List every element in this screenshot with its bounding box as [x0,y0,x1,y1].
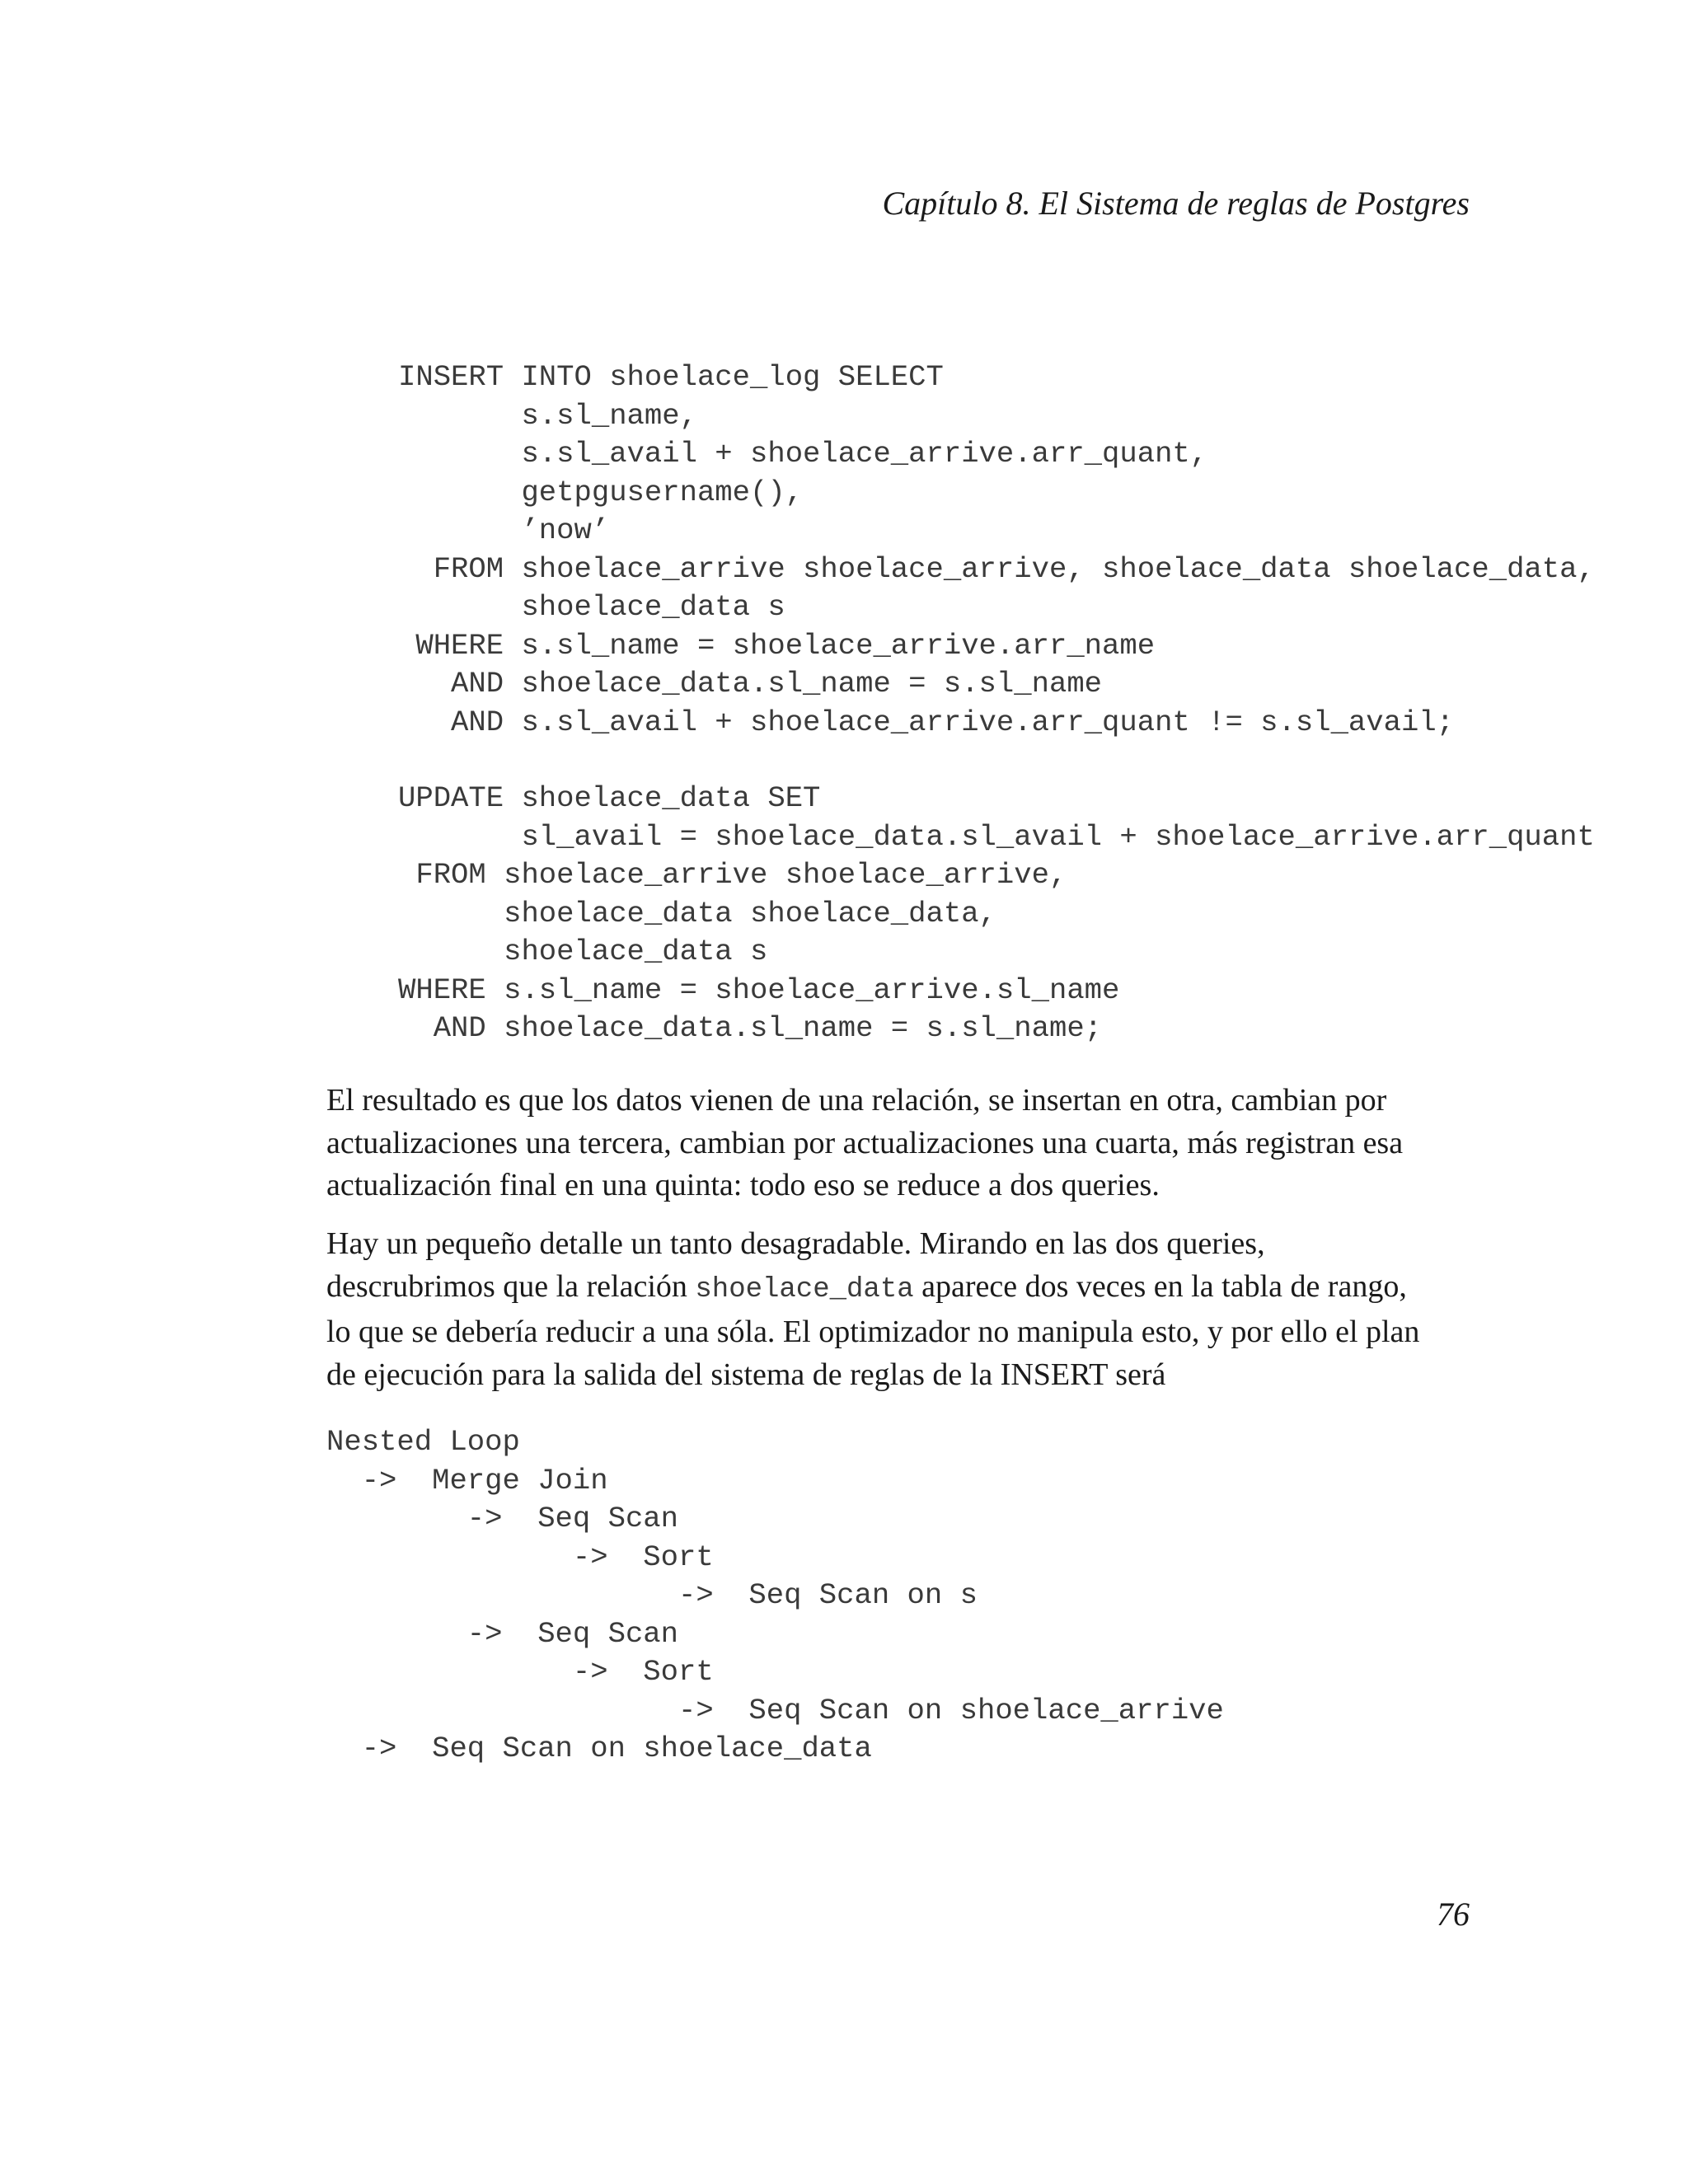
paragraph-text: descrubrimos que la relación [326,1268,696,1304]
code-line: UPDATE shoelace_data SET [398,781,821,815]
paragraph-result [326,1080,1480,1207]
paragraph-line: lo que se debería reducir a una sóla. El optimizador no manipula esto, y por ello el plan [326,1315,1420,1349]
code-line: WHERE s.sl_name = shoelace_arrive.arr_name [398,628,1156,663]
code-line: sl_avail = shoelace_data.sl_avail + shoelace_arrive.arr_quant [398,819,1595,854]
code-line: ’now’ [398,513,610,547]
code-line: -> Seq Scan on shoelace_arrive [326,1693,1224,1727]
code-line: AND shoelace_data.sl_name = s.sl_name [398,667,1103,701]
paragraph-line: El resultado es que los datos vienen de una relación, se insertan en otra, cambian por [326,1083,1387,1118]
code-line: shoelace_data shoelace_data, [398,896,996,930]
code-line: -> Seq Scan on shoelace_data [326,1732,872,1765]
paragraph-line: de ejecución para la salida del sistema de reglas de la INSERT será [326,1357,1166,1392]
code-line: -> Seq Scan [326,1502,679,1535]
paragraph-line: Hay un pequeño detalle un tanto desagradable. Mirando en las dos queries, [326,1226,1265,1261]
paragraph-detail [326,1223,1480,1396]
code-line: FROM shoelace_arrive shoelace_arrive, shoelace_data shoelace_data, [398,551,1595,586]
code-line: shoelace_data s [398,590,785,624]
code-line: s.sl_avail + shoelace_arrive.arr_quant, [398,437,1208,471]
paragraph-text: aparece dos veces en la tabla de rango, [913,1268,1407,1304]
code-block-update [398,780,1595,1048]
code-line: AND shoelace_data.sl_name = s.sl_name; [398,1011,1103,1045]
code-line: -> Sort [326,1540,714,1574]
code-block-plan [326,1423,1224,1769]
code-line: FROM shoelace_arrive shoelace_arrive, [398,858,1067,892]
page-number: 76 [1437,1896,1470,1933]
code-line: AND s.sl_avail + shoelace_arrive.arr_quant != s.sl_avail; [398,705,1455,739]
code-line: -> Merge Join [326,1463,608,1497]
paragraph-line [326,1266,1480,1312]
code-line: -> Seq Scan on s [326,1578,978,1612]
running-header: Capítulo 8. El Sistema de reglas de Postgres [882,185,1470,222]
code-line: s.sl_name, [398,398,697,433]
code-block-insert [398,359,1595,742]
inline-code: shoelace_data [695,1273,914,1305]
code-line: getpgusername(), [398,475,804,509]
code-line: shoelace_data s [398,935,768,968]
code-line: -> Seq Scan [326,1616,679,1651]
code-line: -> Sort [326,1655,714,1689]
code-line: Nested Loop [326,1425,520,1459]
paragraph-line: actualización final en una quinta: todo eso se reduce a dos queries. [326,1168,1160,1202]
code-line: WHERE s.sl_name = shoelace_arrive.sl_name [398,972,1120,1007]
code-line: INSERT INTO shoelace_log SELECT [398,360,944,394]
paragraph-line: actualizaciones una tercera, cambian por actualizaciones una cuarta, más registran esa [326,1125,1404,1160]
